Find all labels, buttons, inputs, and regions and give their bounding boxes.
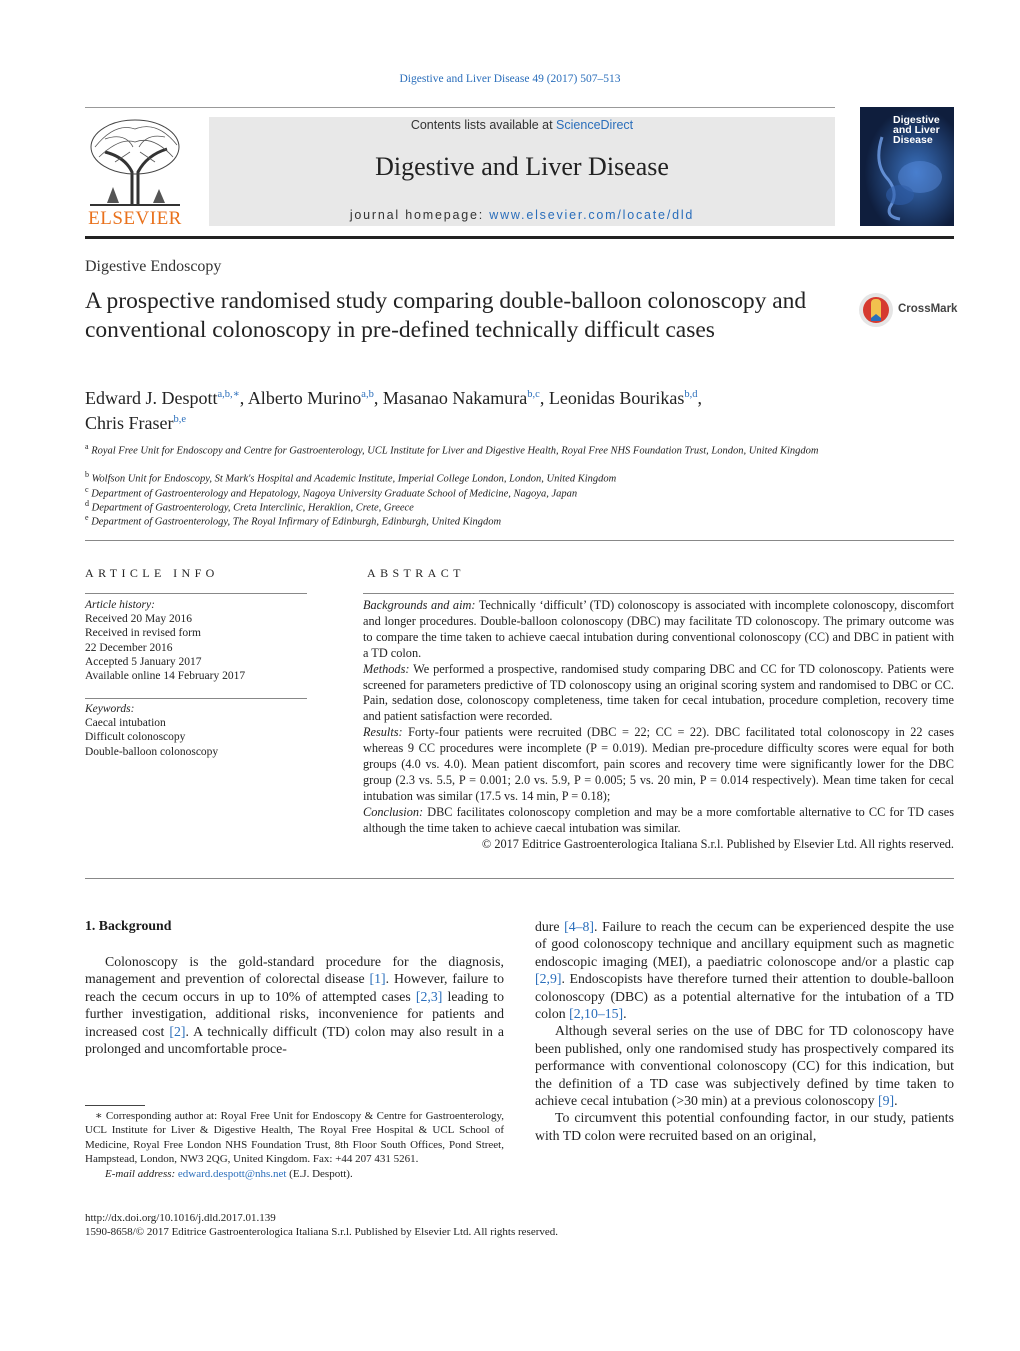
contents-line bbox=[209, 118, 835, 132]
keywords-label: Keywords: bbox=[85, 703, 135, 715]
affiliation-e: $^e$ Department of Gastroenterology, The Royal Infirmary of Edinburgh, Edinburgh, United Kingdom bbox=[85, 513, 502, 528]
crossmark-label: CrossMark bbox=[898, 303, 958, 315]
citation-link[interactable]: [9] bbox=[878, 1093, 895, 1109]
citation-link[interactable]: [2,10–15] bbox=[569, 1006, 624, 1022]
issn-line: 1590-8658/© 2017 Editrice Gastroenterologica Italiana S.r.l. Published by Elsevier Ltd. All rights reserved. bbox=[85, 1226, 559, 1238]
corresponding-author-footnote: ∗ Corresponding author at: Royal Free Unit for Endoscopy & Centre for Gastroenterology, UCL Institute for Liver & Digestive Health, The Royal Free Hospital & UCL School of Medicine, Royal Free London NHS Foundation Trust, 8th Floor South Offices, Pond Street, Hampstead, London, NW3 2QG, United Kingdom. Fax: +44 207 431 5261. E-mail address: edward.despott@nhs.net (E.J. Despott). bbox=[85, 1110, 504, 1180]
keyword[interactable]: Caecal intubation bbox=[85, 717, 166, 730]
contents-prefix: Contents lists available at bbox=[410, 118, 557, 132]
history-label: Article history: bbox=[85, 599, 155, 611]
right-column bbox=[535, 918, 954, 1144]
body-paragraph: dure [4–8]. Failure to reach the cecum can be experienced despite the use of good colonoscopy technique and ancillary equipment such as magnetic endoscopic imaging (MEI), a paediatric colonoscope and/or a plastic cap [2,9]. Endoscopists have therefore turned their attention to double-balloon colonoscopy (DBC) as a potential alternative for the intubation of a TD colon [2,10–15]. bbox=[535, 919, 954, 1022]
abstract-body bbox=[363, 598, 954, 853]
citation-link[interactable]: [2,3] bbox=[415, 988, 443, 1004]
history-item: Received in revised form bbox=[85, 627, 201, 640]
abstract-results: Results: Forty-four patients were recruited (DBC = 22; CC = 22). DBC facilitated total colonoscopy in 22 cases whereas 9 CC procedures were incomplete (P = 0.019). Median pre-procedure difficulty scores were equal for both groups (4.0 vs. 4.0). Mean patient discomfort, pain scores and recovery time were significantly lower for the DBC group (2.3 vs. 5.5, P = 0.001; 2.0 vs. 5.9, P = 0.005; 5 vs. 20 min, P = 0.014 respectively). Mean time taken for cecal intubation was similar (17.5 vs. 14 min, P = 0.18); bbox=[363, 725, 954, 803]
history-item: 22 December 2016 bbox=[85, 641, 173, 654]
journal-title: Digestive and Liver Disease bbox=[375, 152, 669, 181]
section-heading: 1. Background bbox=[85, 918, 172, 933]
elsevier-wordmark: ELSEVIER bbox=[88, 208, 182, 229]
tree-icon bbox=[85, 117, 185, 209]
sciencedirect-link[interactable]: ScienceDirect bbox=[556, 118, 634, 132]
footnote-rule bbox=[85, 1105, 145, 1106]
article-history bbox=[85, 598, 307, 683]
journal-citation[interactable]: Digestive and Liver Disease 49 (2017) 507–513 bbox=[399, 73, 621, 85]
history-item: Accepted 5 January 2017 bbox=[85, 655, 202, 668]
doi-link[interactable]: http://dx.doi.org/10.1016/j.dld.2017.01.139 bbox=[85, 1212, 276, 1224]
abstract-rule bbox=[363, 593, 954, 594]
abstract-copyright: © 2017 Editrice Gastroenterologica Italiana S.r.l. Published by Elsevier Ltd. All rights reserved. bbox=[481, 836, 954, 851]
homepage-line bbox=[209, 208, 835, 222]
author[interactable]: Masanao Nakamura$^{b,c}$, bbox=[382, 388, 549, 408]
author[interactable]: Leonidas Bourikas$^{b,d}$, bbox=[548, 388, 702, 408]
section-label: Digestive Endoscopy bbox=[85, 258, 222, 275]
history-item: Available online 14 February 2017 bbox=[85, 670, 246, 683]
info-rule bbox=[85, 593, 307, 594]
affiliation-b: $^b$ Wolfson Unit for Endoscopy, St Mark's Hospital and Academic Institute, Imperial College London, London, United Kingdom bbox=[85, 470, 617, 485]
abstract-background: Backgrounds and aim: Technically ‘difficult’ (TD) colonoscopy is associated with incomplete colonoscopy, discomfort and longer procedures. Double-balloon colonoscopy (DBC) may facilitate TD colonoscopy. The primary outcome was to compare the time taken to achieve caecal intubation during conventional colonoscopy (CC) and DBC in patient with a TD colon. bbox=[363, 598, 954, 660]
left-column bbox=[85, 953, 504, 1057]
cover-title: Digestive and Liver Disease bbox=[893, 114, 940, 146]
article-title: A prospective randomised study comparing double-balloon colonoscopy and conventional colonoscopy in pre-defined technically difficult cases bbox=[85, 288, 807, 343]
affiliation-a: $^a$ Royal Free Unit for Endoscopy and Centre for Gastroenterology, UCL Institute for Liver and Digestive Health, Royal Free NHS Foundation Trust, London, United Kingdom bbox=[85, 442, 819, 457]
homepage-prefix: journal homepage: bbox=[349, 208, 490, 222]
abstract-conclusion: Conclusion: DBC facilitates colonoscopy completion and may be a more comfortable alternative to CC for TD cases although the time taken to achieve caecal intubation was similar. bbox=[363, 804, 954, 835]
affiliation-d: $^d$ Department of Gastroenterology, Creta Interclinic, Heraklion, Crete, Greece bbox=[85, 499, 414, 514]
author[interactable]: Alberto Murino$^{a,b}$, bbox=[247, 388, 383, 408]
homepage-link[interactable]: www.elsevier.com/locate/dld bbox=[489, 208, 695, 222]
journal-cover[interactable] bbox=[860, 107, 954, 226]
authors-line-1 bbox=[85, 384, 905, 409]
crossmark-icon bbox=[858, 290, 894, 330]
body-paragraph: Colonoscopy is the gold-standard procedure for the diagnosis, management and prevention of colorectal disease [1]. However, failure to reach the cecum occurs in up to 10% of attempted cases [2,3] leading to further investigation, additional risks, inconvenience for patients and increased cost [2]. A technically difficult (TD) colon may also result in a prolonged and uncomfortable proce- bbox=[85, 954, 504, 1057]
author[interactable]: Chris Fraser$^{b,e}$ bbox=[85, 413, 187, 433]
header-thick-rule bbox=[85, 236, 954, 239]
keywords bbox=[85, 702, 307, 759]
author-list bbox=[85, 384, 905, 434]
citation-link[interactable]: [2] bbox=[169, 1023, 186, 1039]
affiliation-c: $^c$ Department of Gastroenterology and Hepatology, Nagoya University Graduate School of Medicine, Nagoya, Japan bbox=[85, 485, 578, 500]
author[interactable]: Edward J. Despott$^{a,b,∗}$, bbox=[85, 388, 248, 408]
info-rule-2 bbox=[85, 698, 307, 699]
authors-line-2 bbox=[85, 409, 905, 434]
crossmark-badge[interactable] bbox=[858, 290, 958, 330]
body-paragraph: To circumvent this potential confounding factor, in our study, patients with TD colon were recruited based on an original, bbox=[535, 1110, 954, 1143]
keyword[interactable]: Difficult colonoscopy bbox=[85, 731, 186, 744]
divider-2 bbox=[85, 878, 954, 879]
history-item: Received 20 May 2016 bbox=[85, 613, 192, 626]
abstract-methods: Methods: We performed a prospective, randomised study comparing DBC and CC for TD colonoscopy. Patients were screened for parameters predictive of TD colonoscopy using an original scoring system and randomised to DBC or CC. Pain, sedation dose, colonoscopy completeness, time taken for cecal intubation, procedure completion, recovery time and patient satisfaction were recorded. bbox=[363, 661, 954, 724]
citation-link[interactable]: [1] bbox=[369, 971, 386, 987]
abstract-heading: ABSTRACT bbox=[367, 566, 465, 580]
keyword[interactable]: Double-balloon colonoscopy bbox=[85, 745, 219, 758]
header-rule bbox=[85, 107, 835, 108]
body-paragraph: Although several series on the use of DBC for TD colonoscopy have been published, only one randomised study has prospectively compared its performance with conventional colonoscopy (CC) for this indication, but the definition of a TD case was subjectively defined by time taken to achieve cecal intubation (>30 min) at a previous colonoscopy [9]. bbox=[535, 1023, 954, 1109]
citation-link[interactable]: [4–8] bbox=[564, 919, 595, 934]
divider bbox=[85, 540, 954, 541]
email-link[interactable]: edward.despott@nhs.net bbox=[177, 1167, 287, 1180]
article-info-heading: ARTICLE INFO bbox=[85, 566, 219, 580]
citation-link[interactable]: [2,9] bbox=[535, 971, 562, 987]
